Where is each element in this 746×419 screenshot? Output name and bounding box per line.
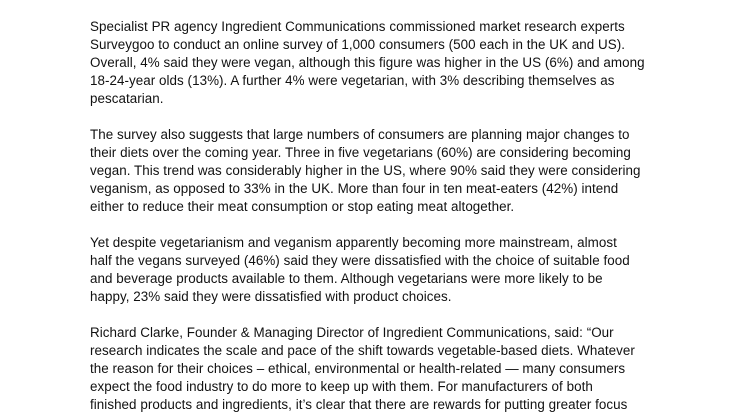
text-line: The survey also suggests that large numbers of consumers are planning major changes to [90, 127, 630, 142]
paragraph-dissatisfaction [90, 234, 670, 306]
text-line: veganism, as opposed to 33% in the UK. More than four in ten meat-eaters (42%) intend [90, 181, 619, 196]
text-line: Richard Clarke, Founder & Managing Director of Ingredient Communications, said: “Our [90, 325, 614, 340]
text-line: Overall, 4% said they were vegan, although this figure was higher in the US (6%) and among [90, 55, 645, 70]
paragraph-quote [90, 324, 670, 414]
text-line: Yet despite vegetarianism and veganism apparently becoming more mainstream, almost [90, 235, 617, 250]
text-line: vegan. This trend was considerably higher in the US, where 90% said they were considering [90, 163, 641, 178]
paragraph-survey-overview [90, 18, 670, 108]
text-line: Specialist PR agency Ingredient Communications commissioned market research experts [90, 19, 625, 34]
text-line: finished products and ingredients, it’s clear that there are rewards for putting greater focus [90, 397, 628, 412]
text-line: their diets over the coming year. Three in five vegetarians (60%) are considering becoming [90, 145, 631, 160]
text-line: happy, 23% said they were dissatisfied with product choices. [90, 289, 452, 304]
text-line: either to reduce their meat consumption or stop eating meat altogether. [90, 199, 515, 214]
text-line: half the vegans surveyed (46%) said they were dissatisfied with the choice of suitable food [90, 253, 630, 268]
text-line: pescatarian. [90, 91, 164, 106]
text-line: the reason for their choices – ethical, environmental or health-related — many consumers [90, 361, 626, 376]
text-line: Surveygoo to conduct an online survey of 1,000 consumers (500 each in the UK and US). [90, 37, 625, 52]
text-line: research indicates the scale and pace of the shift towards vegetable-based diets. Whatever [90, 343, 635, 358]
text-line: expect the food industry to do more to keep up with them. For manufacturers of both [90, 379, 593, 394]
paragraph-diet-changes [90, 126, 670, 216]
text-line: 18-24-year olds (13%). A further 4% were vegetarian, with 3% describing themselves as [90, 73, 615, 88]
document-body [90, 18, 670, 419]
text-line: and beverage products available to them. Although vegetarians were more likely to be [90, 271, 603, 286]
